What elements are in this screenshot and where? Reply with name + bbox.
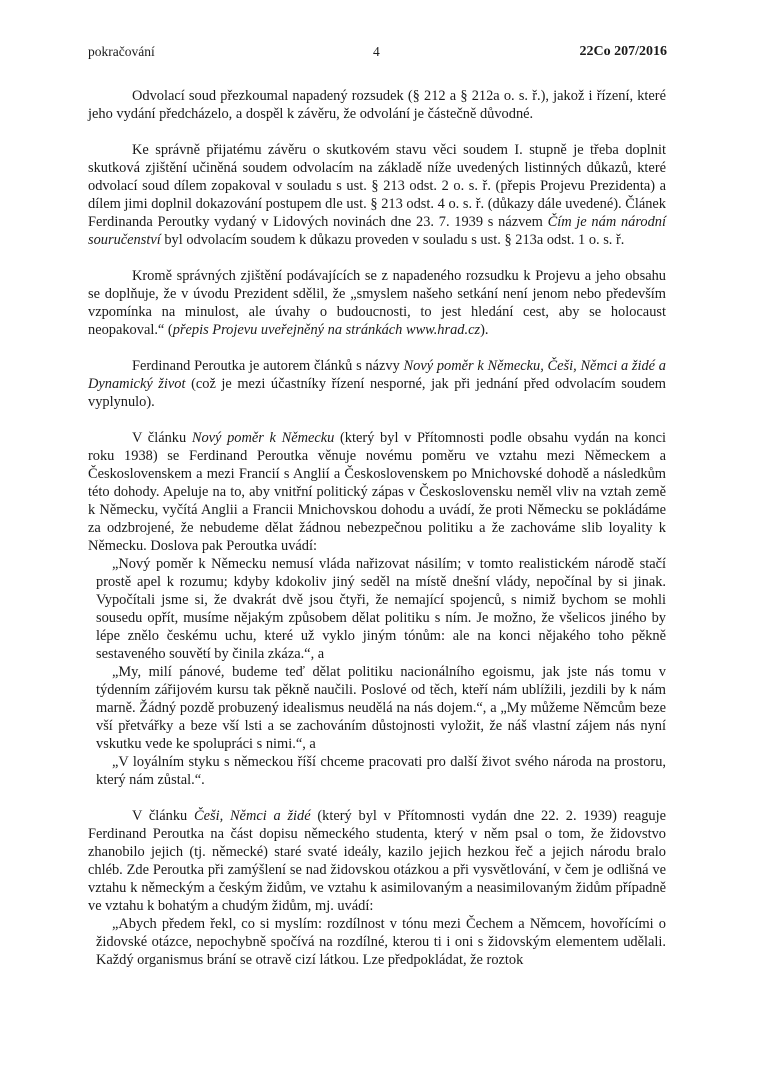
document-body: [88, 87, 666, 969]
header-continuation: pokračování: [88, 44, 155, 59]
article-titles: Nový poměr k Německu, Češi, Němci a židé a Dynamický život: [88, 358, 667, 392]
paragraph-czechs-germans-jews: V článku Češi, Němci a židé (který byl v Přítomnosti vydán dne 22. 2. 1939) reaguje Ferdinand Peroutka na část dopisu německého studenta, který v něm psal o tom, že židovstvo zhanobilo jejich (tj. německé) staré svaté ideály, kazilo jejich hezkou řeč a jejich národu bralo chléb. Zde Peroutka při zamýšlení se nad židovskou otázkou a při vysvětlování, v čem je odlišná ve vztahu k německým a českým židům, ve vztahu k asimilovaným a neasimilovaným židům případně ve vztahu k bohatým a chudým židům, mj. uvádí:: [88, 808, 666, 914]
quote-3: „V loyálním styku s německou říší chceme pracovati pro další život svého národa na prostoru, který nám zůstal.“.: [96, 754, 666, 788]
paragraph-speech: Kromě správných zjištění podávajících se z napadeného rozsudku k Projevu a jeho obsahu se doplňuje, že v úvodu Prezident sdělil, že „smyslem našeho setkání není jenom nebo především vzpomínka na minulost, ale úvahy o budoucnosti, to jest hledání cest, aby se holocaust neopakoval.“ (přepis Projevu uveřejněný na stránkách www.hrad.cz).: [88, 268, 666, 338]
quote-2: „My, milí pánové, budeme teď dělat politiku nacionálního egoismu, jak jste nás tomu v týdenním zářijovém kursu tak pěkně naučili. Poslové od těch, kteří nám ublížili, jezdili by k nám marně. Žádný pozdě probuzený idealismus neudělá na nás dojem.“, a „My můžeme Němcům beze vší přetvářky a beze vší lsti a se zachováním důstojnosti vyložit, že náš vlastní zájem nás nyní vskutku vede ke spolupráci s nimi.“, a: [96, 664, 666, 752]
page-number: 4: [373, 44, 380, 59]
speech-source: přepis Projevu uveřejněný na stránkách www.hrad.cz: [172, 322, 481, 338]
quote-1: „Nový poměr k Německu nemusí vláda nařizovat násilím; v tomto realistickém národě stačí prostě apel k rozumu; kdyby kdokoliv jiný seděl na místě dnešní vlády, nepočínal by si jinak. Vypočítali jsme si, že dvakrát dvě jsou čtyři, že nemající spojenců, s nimiž bychom se mohli sousedu opřít, musíme nějakým způsobem dělat politiku s ním. Je možno, že všelicos jiného by lépe znělo českému uchu, které už vyklo jiným tónům: ale na konci nějakého toho pěkně sestaveného souvětí by činila zkáza.“, a: [96, 556, 666, 662]
article-title: Češi, Němci a židé: [194, 808, 311, 824]
paragraph-new-relation: V článku Nový poměr k Německu (který byl v Přítomnosti podle obsahu vydán na konci roku 1938) se Ferdinand Peroutka věnuje novému poměru ve vztahu mezi Německem a Československem a mezi Francií s Anglií a Československem po Mnichovské dohodě a následkům této dohody. Apeluje na to, aby vnitřní politický zápas v Československu neměl vliv na vztah země k Německu, vyčítá Anglii a Francii Mnichovskou dohodu a uvádí, že proti Německu se pokládáme za odzbrojené, že nebudeme dělat žádnou nebezpečnou politiku a že zachováme slib loyality k Německu. Doslova pak Peroutka uvádí:: [88, 430, 666, 554]
paragraph-author: Ferdinand Peroutka je autorem článků s názvy Nový poměr k Německu, Češi, Němci a židé a Dynamický život (což je mezi účastníky řízení nesporné, jak při jednání před odvolacím soudem vyplynulo).: [88, 358, 667, 410]
quote-4: „Abych předem řekl, co si myslím: rozdílnost v tónu mezi Čechem a Němcem, hovořícími o židovské otázce, nepochybně spočívá na rozdílné, kterou ti i oni s židovským elementem udělali. Každý organismus brání se otravě cizí látkou. Lze předpokládat, že roztok: [96, 916, 666, 968]
paragraph-review: Odvolací soud přezkoumal napadený rozsudek (§ 212 a § 212a o. s. ř.), jakož i řízení, které jeho vydání předcházelo, a dospěl k závěru, že odvolání je částečně důvodné.: [88, 88, 666, 122]
article-title: Čím je nám národní souručenství: [88, 214, 666, 248]
case-number: 22Co 207/2016: [579, 44, 667, 59]
article-title: Nový poměr k Německu: [191, 430, 335, 446]
paragraph-findings: Ke správně přijatému závěru o skutkovém stavu věci soudem I. stupně je třeba doplnit skutková zjištění učiněná soudem odvolacím na základě níže uvedených listinných důkazů, které odvolací soud dílem zopakoval v souladu s ust. § 213 odst. 2 o. s. ř. (přepis Projevu Prezidenta) a dílem jimi doplnil dokazování postupem dle ust. § 213 odst. 4 o. s. ř. (důkazy dále uvedené). Článek Ferdinanda Peroutky vydaný v Lidových novinách dne 23. 7. 1939 s názvem Čím je nám národní souručenství byl odvolacím soudem k důkazu proveden v souladu s ust. § 213a odst. 1 o. s. ř.: [88, 142, 666, 248]
